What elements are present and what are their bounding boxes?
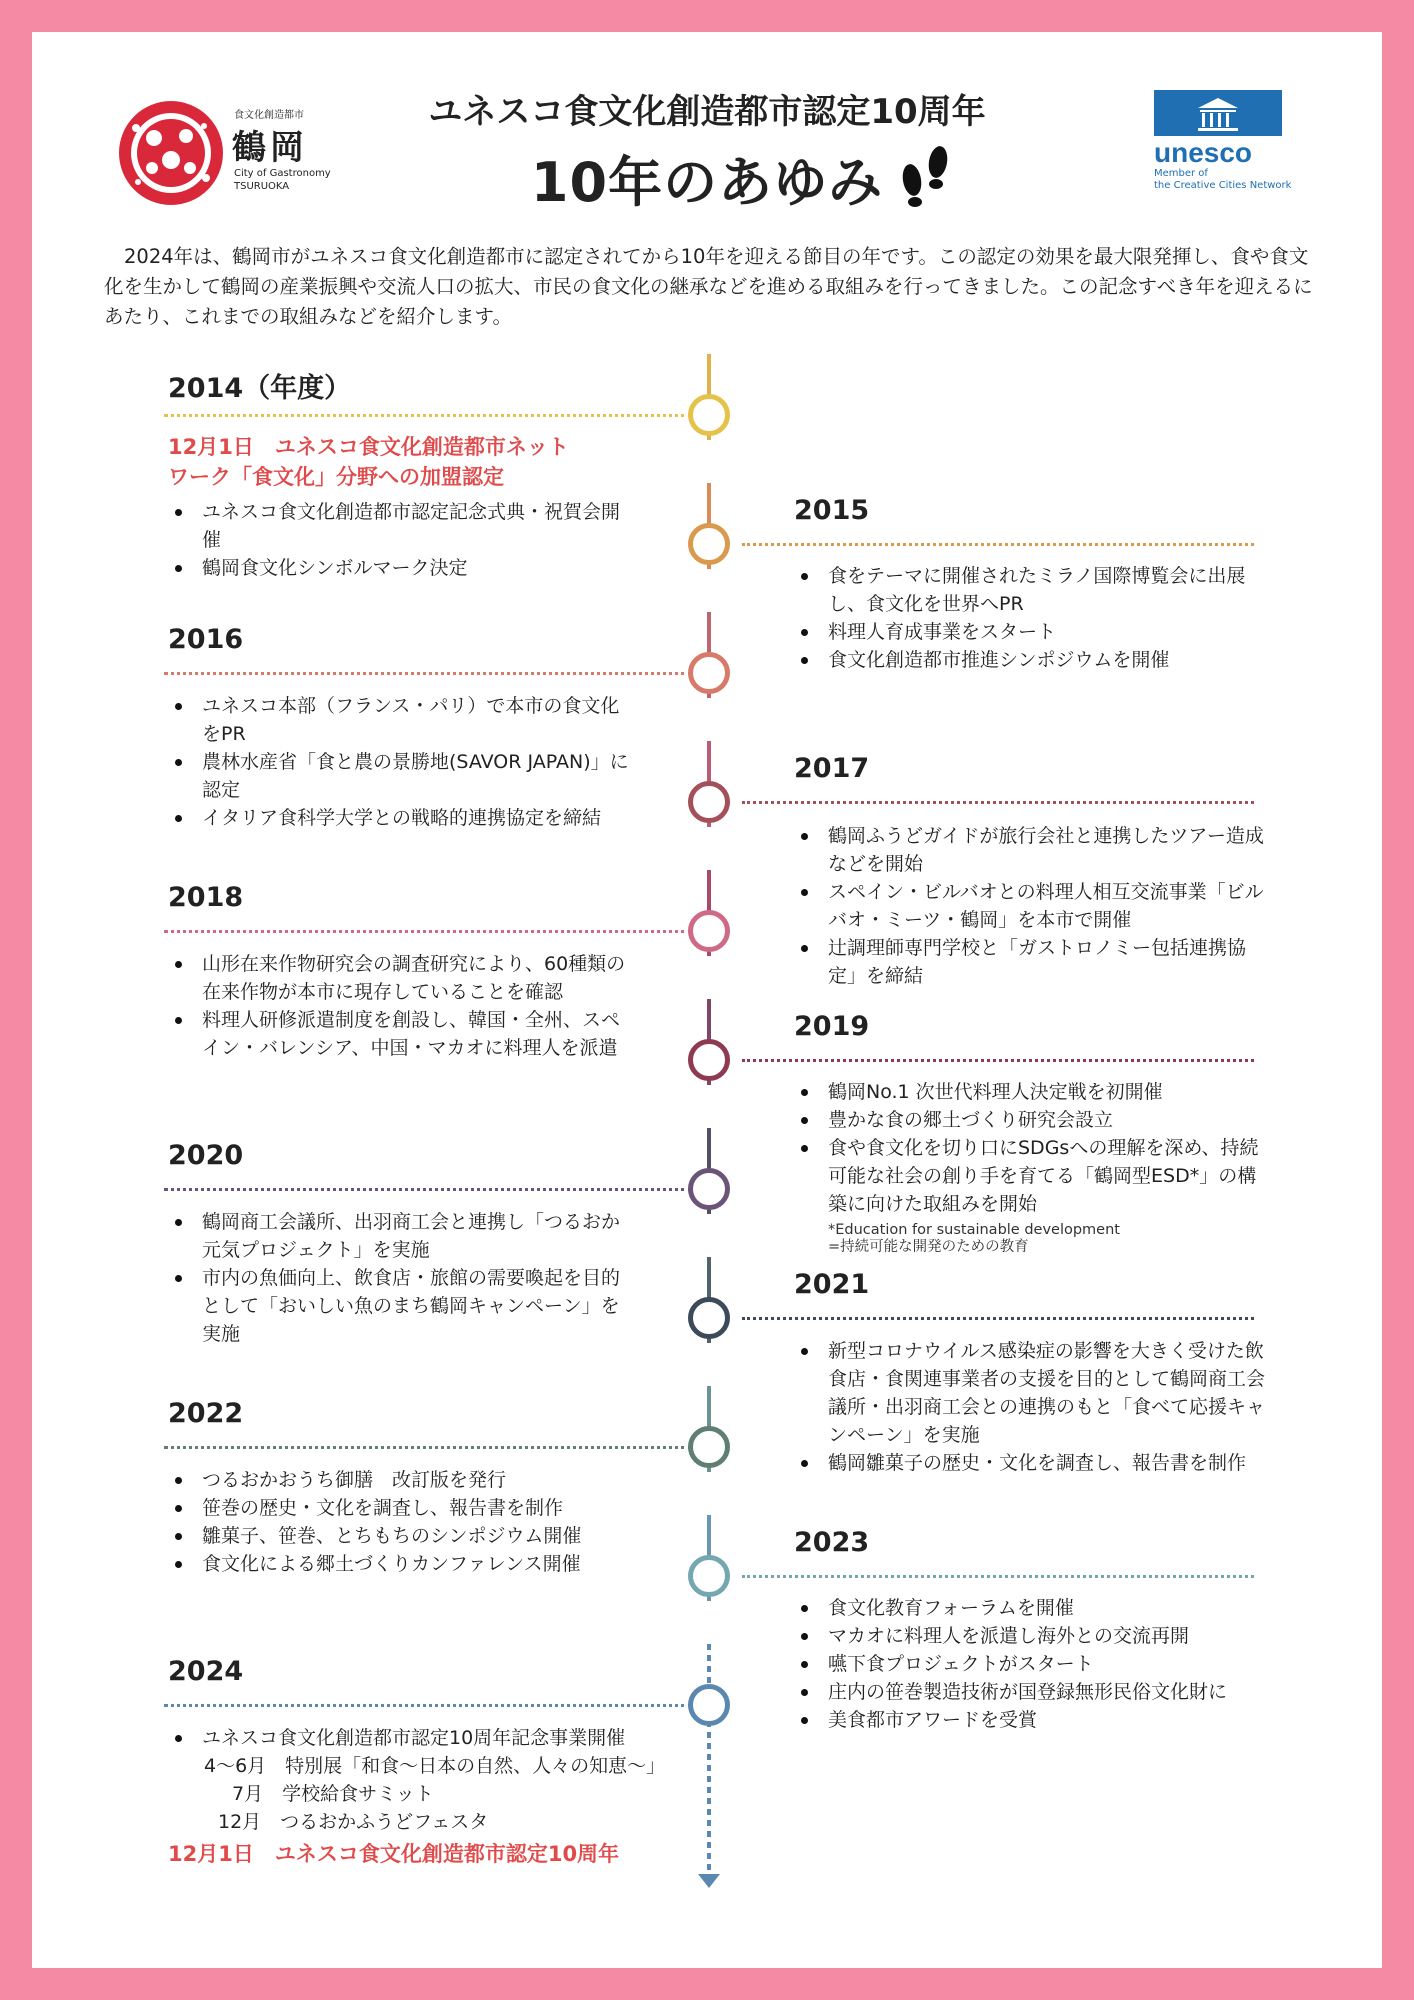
connector-2021 <box>742 1317 1254 1320</box>
note-2019-line1: *Education for sustainable development <box>828 1222 1120 1238</box>
items-2023 <box>794 1594 1298 1734</box>
year-2018: 2018 <box>168 882 244 913</box>
item-2016-1: ユネスコ本部（フランス・パリ）で本市の食文化をPR <box>202 692 636 748</box>
connector-2023 <box>742 1575 1254 1578</box>
item-2016-3: イタリア食科学大学との戦略的連携協定を締結 <box>202 804 636 832</box>
item-2017-1: 鶴岡ふうどガイドが旅行会社と連携したツアー造成などを開始 <box>828 822 1268 878</box>
event-2024-school-lunch-summit: 7月 学校給食サミット <box>232 1783 434 1805</box>
year-2016: 2016 <box>168 624 244 655</box>
item-2015-2: 料理人育成事業をスタート <box>828 618 1268 646</box>
final-milestone-2024: 12月1日 ユネスコ食文化創造都市認定10周年 <box>168 1842 620 1866</box>
items-2019 <box>794 1078 1268 1218</box>
item-2018-2: 料理人研修派遣制度を創設し、韓国・全州、スペイン・バレンシア、中国・マカオに料理人を派遣 <box>202 1006 636 1062</box>
footprints-icon <box>894 142 960 208</box>
timeline-node-2016 <box>688 652 730 694</box>
year-2014: 2014（年度） <box>168 373 352 404</box>
timeline-node-2021 <box>688 1297 730 1339</box>
item-2016-2: 農林水産省「食と農の景勝地(SAVOR JAPAN)」に認定 <box>202 748 636 804</box>
year-2020: 2020 <box>168 1140 244 1171</box>
event-2024-food-festa: 12月 つるおかふうどフェスタ <box>218 1811 489 1833</box>
poster-sheet <box>32 32 1382 1968</box>
item-2019-1: 鶴岡No.1 次世代料理人決定戦を初開催 <box>828 1078 1268 1106</box>
timeline-node-2019 <box>688 1039 730 1081</box>
unesco-wordmark: unesco <box>1154 137 1253 168</box>
unesco-member-line2: the Creative Cities Network <box>1154 180 1292 191</box>
items-2022 <box>168 1466 672 1578</box>
item-2020-1: 鶴岡商工会議所、出羽商工会と連携し「つるおか元気プロジェクト」を実施 <box>202 1208 636 1264</box>
item-2023-2: マカオに料理人を派遣し海外との交流再開 <box>828 1622 1298 1650</box>
item-2019-2: 豊かな食の郷土づくり研究会設立 <box>828 1106 1268 1134</box>
item-2018-1: 山形在来作物研究会の調査研究により、60種類の在来作物が本市に現存していることを確認 <box>202 950 636 1006</box>
item-2014-2: 鶴岡食文化シンボルマーク決定 <box>202 554 636 582</box>
connector-2018 <box>164 930 692 933</box>
timeline-node-2022 <box>688 1426 730 1468</box>
page-title: 10年のあゆみ <box>530 151 884 214</box>
item-2017-2: スペイン・ビルバオとの料理人相互交流事業「ビルバオ・ミーツ・鶴岡」を本市で開催 <box>828 878 1268 934</box>
timeline-node-2020 <box>688 1168 730 1210</box>
intro-paragraph: 2024年は、鶴岡市がユネスコ食文化創造都市に認定されてから10年を迎える節目の年です。この認定の効果を最大限発揮し、食や食文化を生かして鶴岡の産業振興や交流人口の拡大、市民の食文化の継承などを進める取組みを行ってきました。この記念すべき年を迎えるにあたり、これまでの取組みなどを紹介します。 <box>104 245 1313 328</box>
logo-english-line1: City of Gastronomy <box>234 168 331 179</box>
year-2015: 2015 <box>794 495 870 526</box>
unesco-logo <box>1154 90 1304 220</box>
year-2021: 2021 <box>794 1269 870 1300</box>
timeline-end-arrow-line <box>707 1644 711 1879</box>
unesco-temple-icon <box>1154 90 1282 136</box>
item-2023-3: 嚥下食プロジェクトがスタート <box>828 1650 1298 1678</box>
item-2020-2: 市内の魚価向上、飲食店・旅館の需要喚起を目的として「おいしい魚のまち鶴岡キャンペーン」を実施 <box>202 1264 636 1348</box>
connector-2014 <box>164 414 692 417</box>
connector-2017 <box>742 801 1254 804</box>
items-2020 <box>168 1208 636 1348</box>
year-2019: 2019 <box>794 1011 870 1042</box>
connector-2020 <box>164 1188 692 1191</box>
year-2023: 2023 <box>794 1527 870 1558</box>
item-2015-1: 食をテーマに開催されたミラノ国際博覧会に出展し、食文化を世界へPR <box>828 562 1268 618</box>
connector-2022 <box>164 1446 692 1449</box>
items-2017 <box>794 822 1268 990</box>
item-2022-2: 笹巻の歴史・文化を調査し、報告書を制作 <box>202 1494 672 1522</box>
item-2022-3: 雛菓子、笹巻、とちもちのシンポジウム開催 <box>202 1522 672 1550</box>
item-2023-5: 美食都市アワードを受賞 <box>828 1706 1298 1734</box>
page-subtitle: ユネスコ食文化創造都市認定10周年 <box>428 92 986 132</box>
timeline-node-2024 <box>688 1684 730 1726</box>
event-2024-special-exhibition: 4〜6月 特別展「和食〜日本の自然、人々の知恵〜」 <box>204 1755 666 1777</box>
item-2022-4: 食文化による郷土づくりカンファレンス開催 <box>202 1550 672 1578</box>
timeline-node-2023 <box>688 1555 730 1597</box>
item-2021-1: 新型コロナウイルス感染症の影響を大きく受けた飲食店・食関連事業者の支援を目的として鶴岡商工会議所・出羽商工会との連携のもと「食べて応援キャンペーン」を実施 <box>828 1337 1268 1449</box>
year-2022: 2022 <box>168 1398 244 1429</box>
items-2024 <box>168 1724 712 1752</box>
items-2015 <box>794 562 1268 674</box>
timeline-arrow-icon <box>698 1874 720 1890</box>
highlight-2014-line1: 12月1日 ユネスコ食文化創造都市ネット <box>168 435 569 459</box>
unesco-member-line1: Member of <box>1154 168 1208 179</box>
timeline-node-2014 <box>688 394 730 436</box>
connector-2024 <box>164 1704 692 1707</box>
logo-english-line2: TSURUOKA <box>234 181 290 192</box>
item-2015-3: 食文化創造都市推進シンポジウムを開催 <box>828 646 1268 674</box>
timeline-node-2018 <box>688 910 730 952</box>
item-2023-1: 食文化教育フォーラムを開催 <box>828 1594 1298 1622</box>
items-2014 <box>168 498 636 582</box>
connector-2016 <box>164 672 692 675</box>
items-2016 <box>168 692 636 832</box>
timeline-node-2017 <box>688 781 730 823</box>
year-2017: 2017 <box>794 753 870 784</box>
item-2019-3: 食や食文化を切り口にSDGsへの理解を深め、持続可能な社会の創り手を育てる「鶴岡型ESD*」の構築に向けた取組みを開始 <box>828 1134 1268 1218</box>
logo-small-text: 食文化創造都市 <box>234 110 304 121</box>
item-2022-1: つるおかおうち御膳 改訂版を発行 <box>202 1466 672 1494</box>
highlight-2014-line2: ワーク「食文化」分野への加盟認定 <box>168 465 504 489</box>
item-2017-3: 辻調理師専門学校と「ガストロノミー包括連携協定」を締結 <box>828 934 1268 990</box>
item-2021-2: 鶴岡雛菓子の歴史・文化を調査し、報告書を制作 <box>828 1449 1268 1477</box>
year-2024: 2024 <box>168 1656 244 1687</box>
items-2021 <box>794 1337 1268 1477</box>
logo-city-name: 鶴岡 <box>232 128 308 168</box>
items-2018 <box>168 950 636 1062</box>
note-2019-line2: =持続可能な開発のための教育 <box>828 1239 1029 1255</box>
connector-2015 <box>742 543 1254 546</box>
item-2024-1: ユネスコ食文化創造都市認定10周年記念事業開催 <box>202 1724 712 1752</box>
item-2023-4: 庄内の笹巻製造技術が国登録無形民俗文化財に <box>828 1678 1298 1706</box>
connector-2019 <box>742 1059 1254 1062</box>
timeline-node-2015 <box>688 523 730 565</box>
item-2014-1: ユネスコ食文化創造都市認定記念式典・祝賀会開催 <box>202 498 636 554</box>
